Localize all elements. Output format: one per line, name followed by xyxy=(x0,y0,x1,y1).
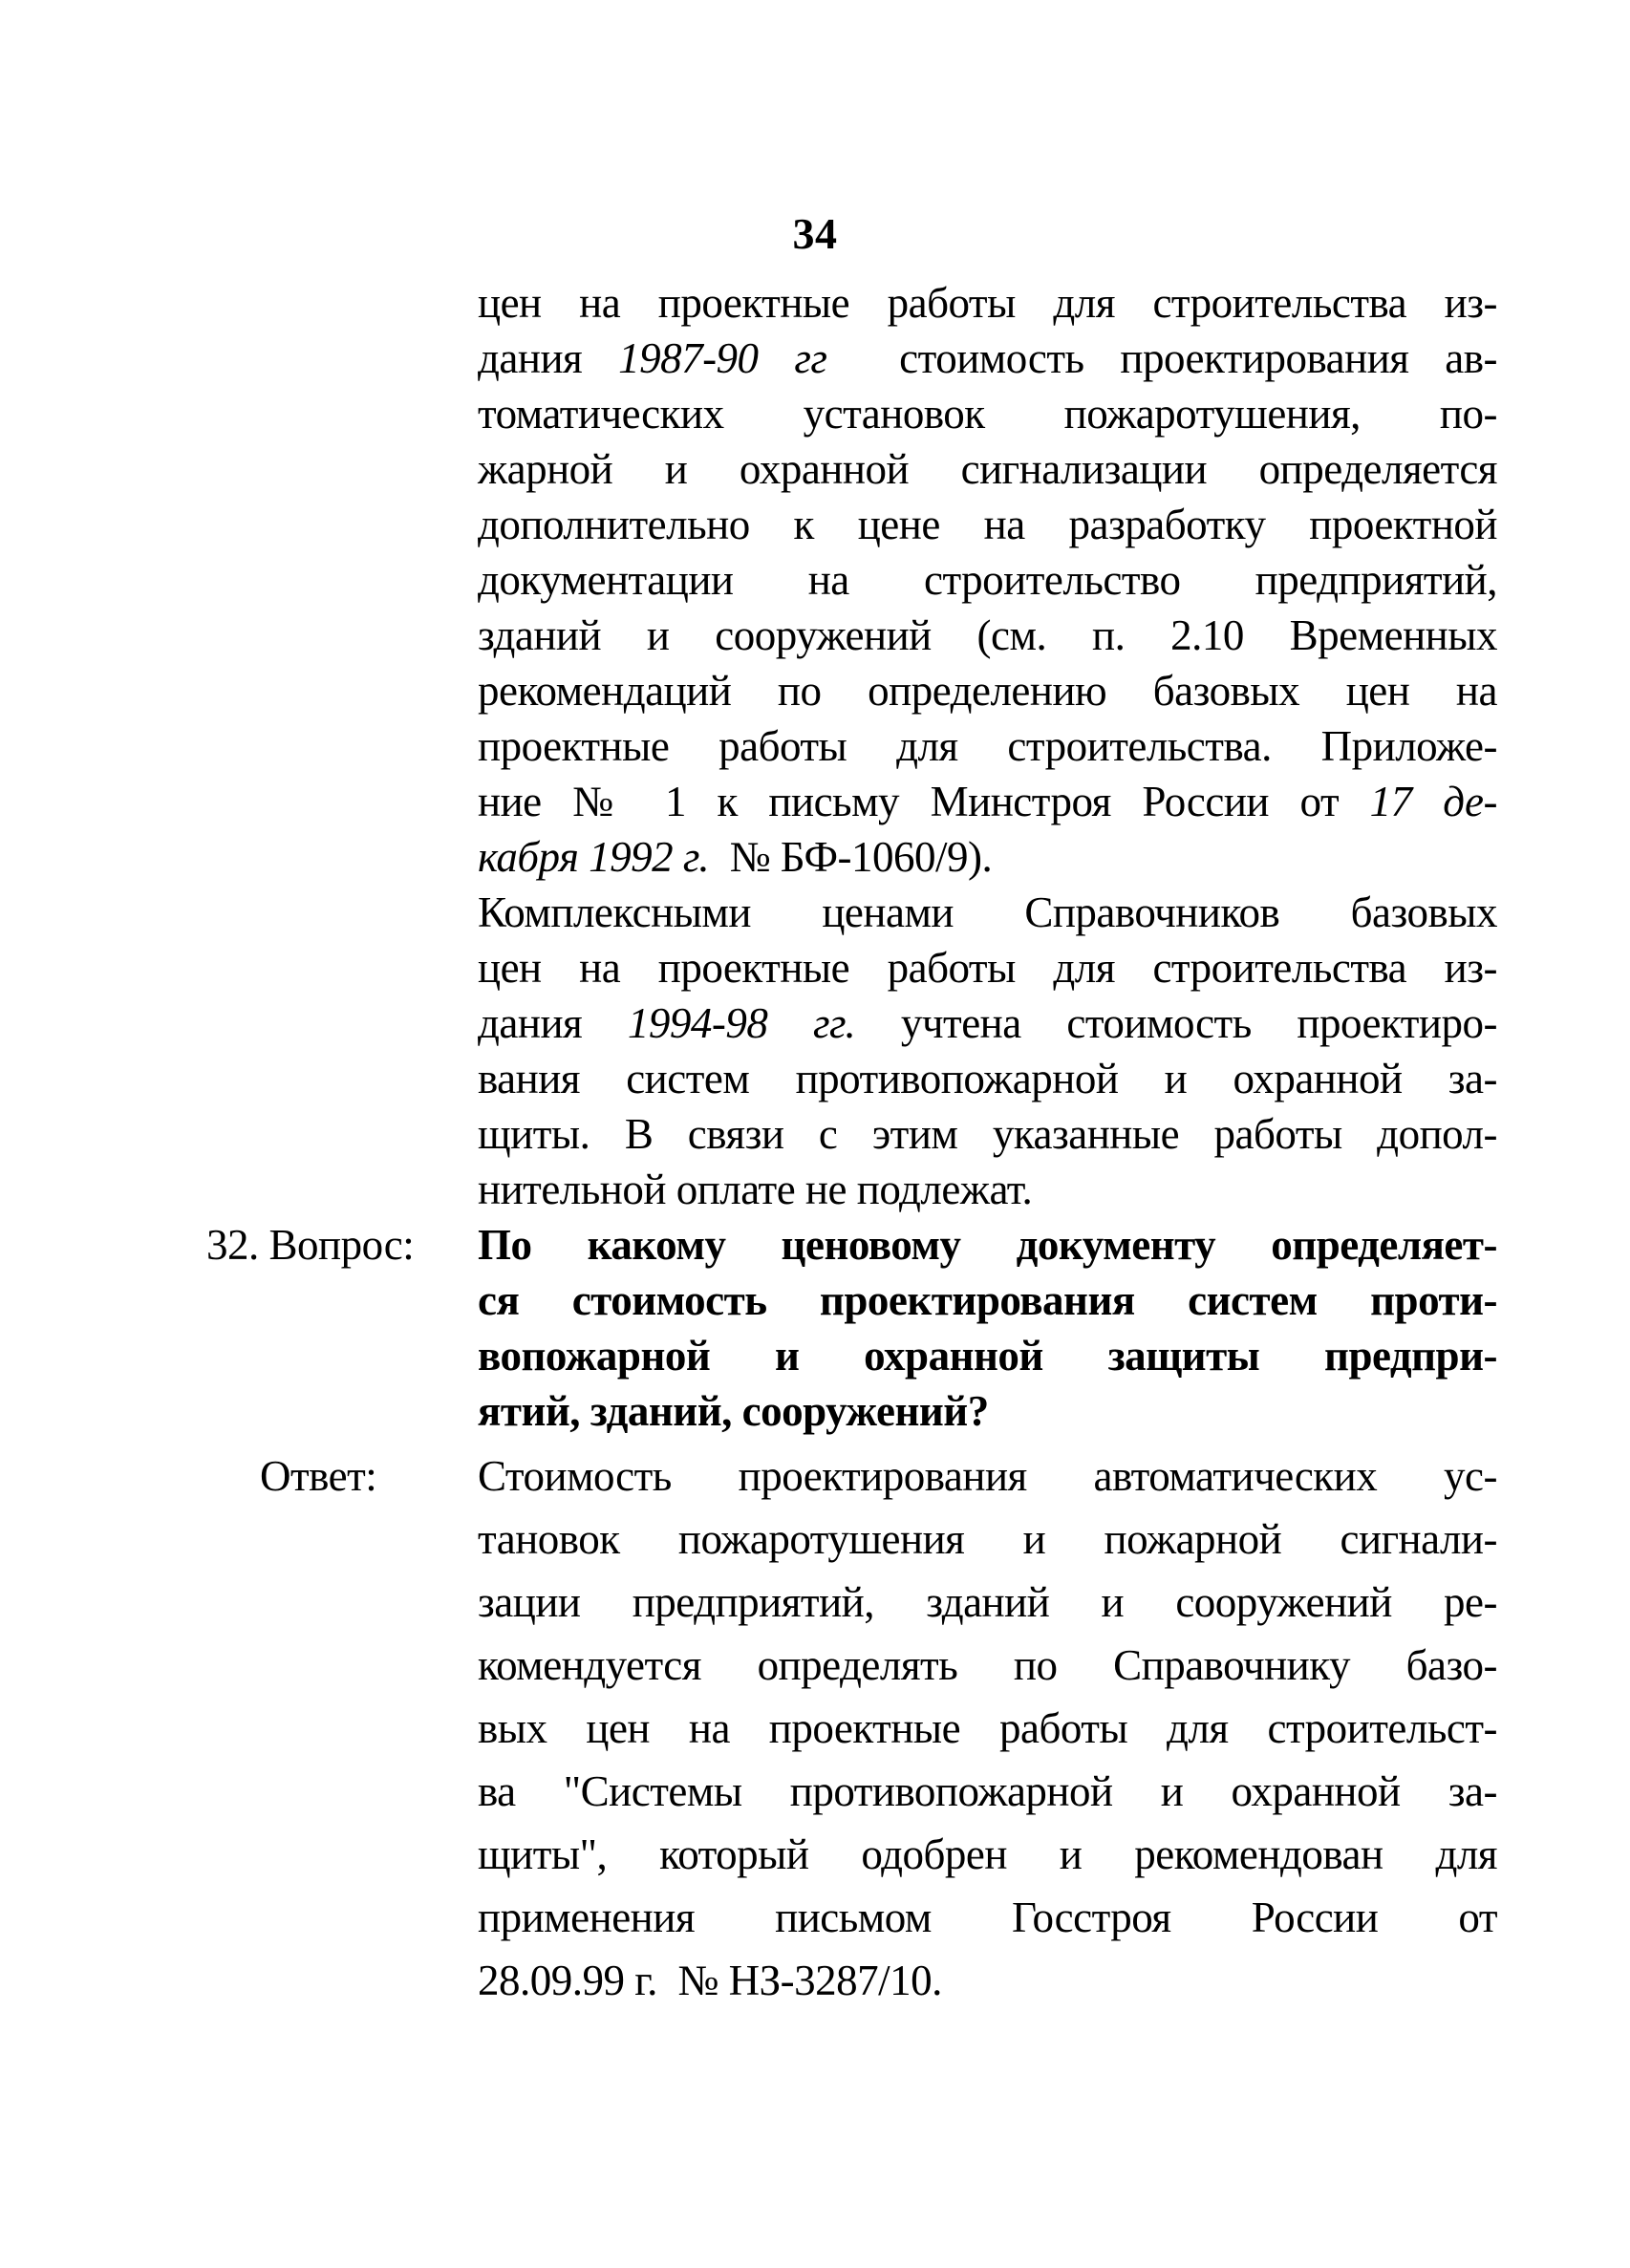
text-line xyxy=(478,1886,1497,1949)
text-line xyxy=(478,441,1497,497)
text-segment: дания xyxy=(478,999,628,1047)
question-32-label: 32. Вопрос: xyxy=(206,1221,415,1269)
text-line xyxy=(478,275,1497,331)
text-segment: рекомендаций по определению базовых цен на xyxy=(478,667,1497,715)
text-line xyxy=(478,940,1497,995)
text-segment: дополнительно к цене на разработку проектной xyxy=(478,501,1497,548)
continuation-section xyxy=(0,275,1630,1217)
text-line xyxy=(478,1697,1497,1760)
text-line xyxy=(478,1273,1497,1328)
text-segment: цен на проектные работы для строительства из- xyxy=(478,279,1497,327)
text-segment: тановок пожаротушения и пожарной сигнали- xyxy=(478,1515,1497,1563)
text-segment: учтена стоимость проектиро- xyxy=(855,999,1497,1047)
continuation-label-spacer xyxy=(0,275,478,1217)
text-line xyxy=(478,1383,1497,1439)
text-segment: ся стоимость проектирования систем проти- xyxy=(478,1276,1497,1324)
text-line xyxy=(478,1217,1497,1273)
text-line xyxy=(478,1328,1497,1383)
continuation-text xyxy=(478,275,1497,1217)
answer-32-section xyxy=(0,1444,1630,2012)
text-segment: вых цен на проектные работы для строительст- xyxy=(478,1704,1497,1752)
italic-text-segment: 17 де- xyxy=(1369,778,1497,825)
text-segment: вопожарной и охранной защиты предпри- xyxy=(478,1332,1497,1380)
text-line xyxy=(478,663,1497,718)
text-line xyxy=(478,774,1497,829)
text-segment: ятий, зданий, сооружений? xyxy=(478,1387,989,1435)
text-line xyxy=(478,995,1497,1051)
text-line xyxy=(478,1051,1497,1106)
text-line xyxy=(478,1162,1497,1217)
text-segment: 28.09.99 г. № НЗ-3287/10. xyxy=(478,1957,942,2004)
text-segment: цен на проектные работы для строительства из- xyxy=(478,944,1497,992)
text-segment: зации предприятий, зданий и сооружений ре- xyxy=(478,1578,1497,1626)
text-segment: щиты. В связи с этим указанные работы допол- xyxy=(478,1110,1497,1158)
text-line xyxy=(478,1106,1497,1162)
text-line xyxy=(478,885,1497,940)
question-32-text xyxy=(478,1217,1497,1439)
text-line xyxy=(478,1949,1497,2012)
answer-label: Ответ: xyxy=(260,1452,377,1500)
question-32-section xyxy=(0,1217,1630,1439)
text-line xyxy=(478,829,1497,885)
italic-text-segment: 1987-90 гг xyxy=(618,334,827,382)
text-segment: Стоимость проектирования автоматических ус- xyxy=(478,1452,1497,1500)
text-segment: № БФ-1060/9). xyxy=(709,833,993,881)
text-segment: ние № 1 к письму Минстроя России от xyxy=(478,778,1370,825)
text-segment: томатических установок пожаротушения, по- xyxy=(478,390,1497,438)
text-segment: нительной оплате не подлежат. xyxy=(478,1166,1033,1213)
text-segment: ва "Системы противопожарной и охранной за- xyxy=(478,1767,1497,1815)
italic-text-segment: 1994-98 гг. xyxy=(627,999,856,1047)
text-segment: дания xyxy=(478,334,619,382)
answer-32-text xyxy=(478,1444,1497,2012)
text-line xyxy=(478,1444,1497,1508)
page-number: 34 xyxy=(792,209,838,258)
text-line xyxy=(478,552,1497,608)
text-line xyxy=(478,331,1497,386)
text-segment: комендуется определять по Справочнику базо- xyxy=(478,1641,1497,1689)
text-segment: стоимость проектирования ав- xyxy=(826,334,1498,382)
text-line xyxy=(478,497,1497,552)
text-line xyxy=(478,386,1497,441)
text-segment: Комплексными ценами Справочников базовых xyxy=(478,888,1497,936)
text-line xyxy=(478,1571,1497,1634)
text-segment: документации на строительство предприятий, xyxy=(478,556,1497,604)
text-line xyxy=(478,608,1497,663)
text-segment: применения письмом Госстроя России от xyxy=(478,1894,1497,1941)
italic-text-segment: кабря 1992 г. xyxy=(478,833,710,881)
text-line xyxy=(478,1823,1497,1886)
text-segment: проектные работы для строительства. Приложе- xyxy=(478,722,1497,770)
document-body xyxy=(0,275,1630,2012)
text-segment: жарной и охранной сигнализации определяется xyxy=(478,445,1497,493)
text-line xyxy=(478,1760,1497,1823)
text-line xyxy=(478,1508,1497,1571)
text-segment: По какому ценовому документу определяет- xyxy=(478,1221,1497,1269)
text-segment: зданий и сооружений (см. п. 2.10 Временных xyxy=(478,611,1497,659)
text-segment: щиты", который одобрен и рекомендован для xyxy=(478,1830,1497,1878)
text-segment: вания систем противопожарной и охранной за- xyxy=(478,1055,1497,1102)
text-line xyxy=(478,718,1497,774)
text-line xyxy=(478,1634,1497,1697)
